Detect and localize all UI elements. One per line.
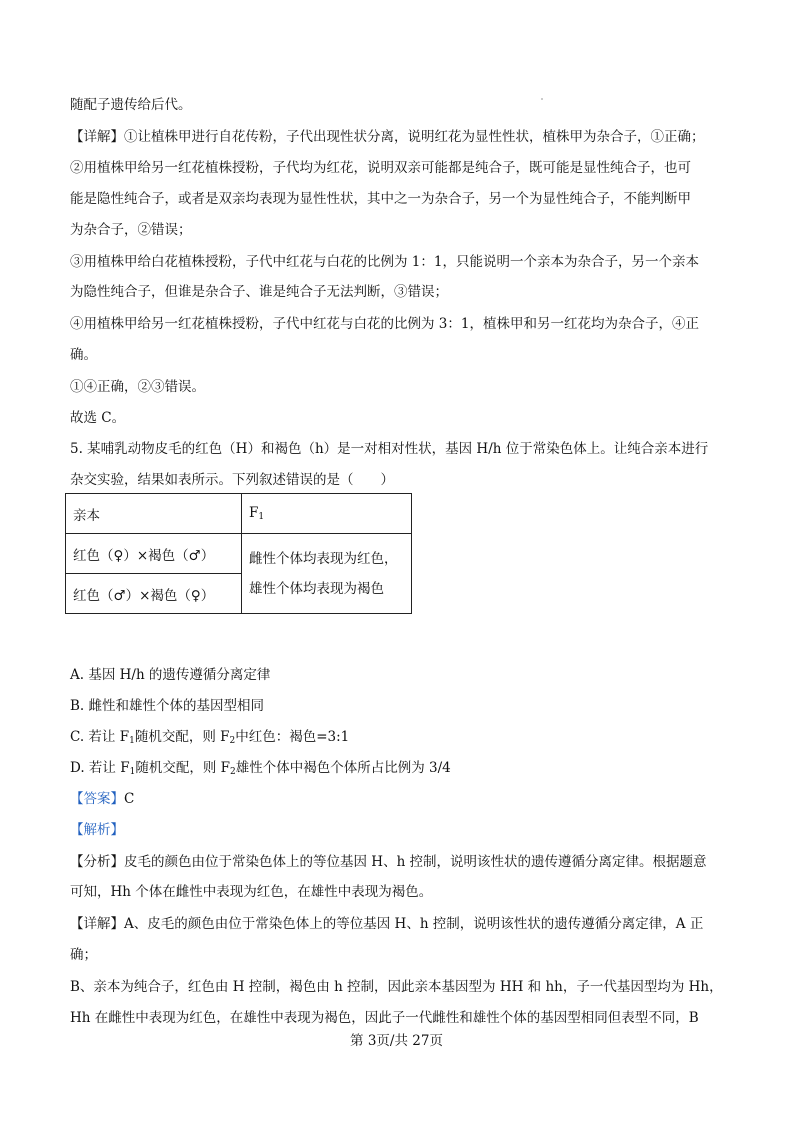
table-header-f1: $F_1$ xyxy=(242,494,412,534)
text-line: B、亲本为纯合子，红色由 H 控制，褐色由 h 控制，因此亲本基因型为 HH 和 hh，子一代基因型均为 Hh， xyxy=(70,979,723,995)
text-line: 【分析】皮毛的颜色由位于常染色体上的等位基因 H、h 控制，说明该性状的遗传遵循分离定律。根据题意 xyxy=(70,854,707,870)
answer-line xyxy=(70,789,134,809)
answer-label: 【答案】 xyxy=(70,791,124,807)
scan-speck xyxy=(541,98,543,100)
option-b: B. 雌性和雄性个体的基因型相同 xyxy=(70,698,265,714)
option-a: A. 基因 H/h 的遗传遵循分离定律 xyxy=(70,667,271,683)
table-row xyxy=(66,534,412,574)
text-line: 为杂合子，②错误； xyxy=(70,222,192,238)
option-c: C. 若让 $F_1$随机交配，则 $F_2$中红色：褐色=3:1 xyxy=(70,729,350,746)
page-footer: 第 3页/共 27页 xyxy=(350,1033,443,1049)
text-line: 随配子遗传给后代。 xyxy=(70,97,192,113)
table-header-parent: 亲本 xyxy=(66,494,242,534)
text-line: 能是隐性纯合子，或者是双亲均表现为显性性状，其中之一为杂合子，另一个为显性纯合子，不能判断甲 xyxy=(70,191,691,207)
text-line: ③用植株甲给白花植株授粉，子代中红花与白花的比例为 1：1，只能说明一个亲本为杂合子，另一个亲本 xyxy=(70,254,699,270)
question-stem: 5. 某哺乳动物皮毛的红色（H）和褐色（h）是一对相对性状，基因 H/h 位于常染色体上。让纯合亲本进行 xyxy=(70,441,709,457)
table-row xyxy=(66,494,412,534)
option-d: D. 若让 $F_1$随机交配，则 $F_2$雄性个体中褐色个体所占比例为 3/4 xyxy=(70,760,451,777)
table-cell-parent: 红色（♀）×褐色（♂） xyxy=(66,534,242,574)
text-line: 【详解】A、皮毛的颜色由位于常染色体上的等位基因 H、h 控制，说明该性状的遗传遵循分离定律，A 正 xyxy=(70,916,704,932)
table-cell-parent: 红色（♂）×褐色（♀） xyxy=(66,574,242,614)
text-line: ④用植株甲给另一红花植株授粉，子代中红花与白花的比例为 3：1，植株甲和另一红花均为杂合子，④正 xyxy=(70,316,699,332)
text-line: 故选 C。 xyxy=(70,410,126,426)
analysis-heading: 【解析】 xyxy=(70,822,124,838)
question-stem: 杂交实验，结果如表所示。下列叙述错误的是（ ） xyxy=(70,472,394,488)
table-cell-result: 雌性个体均表现为红色， 雄性个体均表现为褐色 xyxy=(242,534,412,614)
text-line: 为隐性纯合子，但谁是杂合子、谁是纯合子无法判断，③错误； xyxy=(70,284,448,300)
text-line: 确。 xyxy=(70,347,97,363)
text-line: ②用植株甲给另一红花植株授粉，子代均为红花，说明双亲可能都是纯合子，既可能是显性纯合子，也可 xyxy=(70,160,691,176)
cross-result-table xyxy=(65,493,412,614)
text-line: ①④正确，②③错误。 xyxy=(70,379,205,395)
text-line: 可知，Hh 个体在雌性中表现为红色，在雄性中表现为褐色。 xyxy=(70,884,433,900)
text-line: Hh 在雌性中表现为红色，在雄性中表现为褐色，因此子一代雌性和雄性个体的基因型相同但表型不同，B xyxy=(70,1010,699,1026)
text-line: 【详解】①让植株甲进行自花传粉，子代出现性状分离，说明红花为显性性状，植株甲为杂合子，①正确； xyxy=(70,129,705,145)
text-line: 确； xyxy=(70,947,97,963)
answer-value: C xyxy=(124,791,135,807)
